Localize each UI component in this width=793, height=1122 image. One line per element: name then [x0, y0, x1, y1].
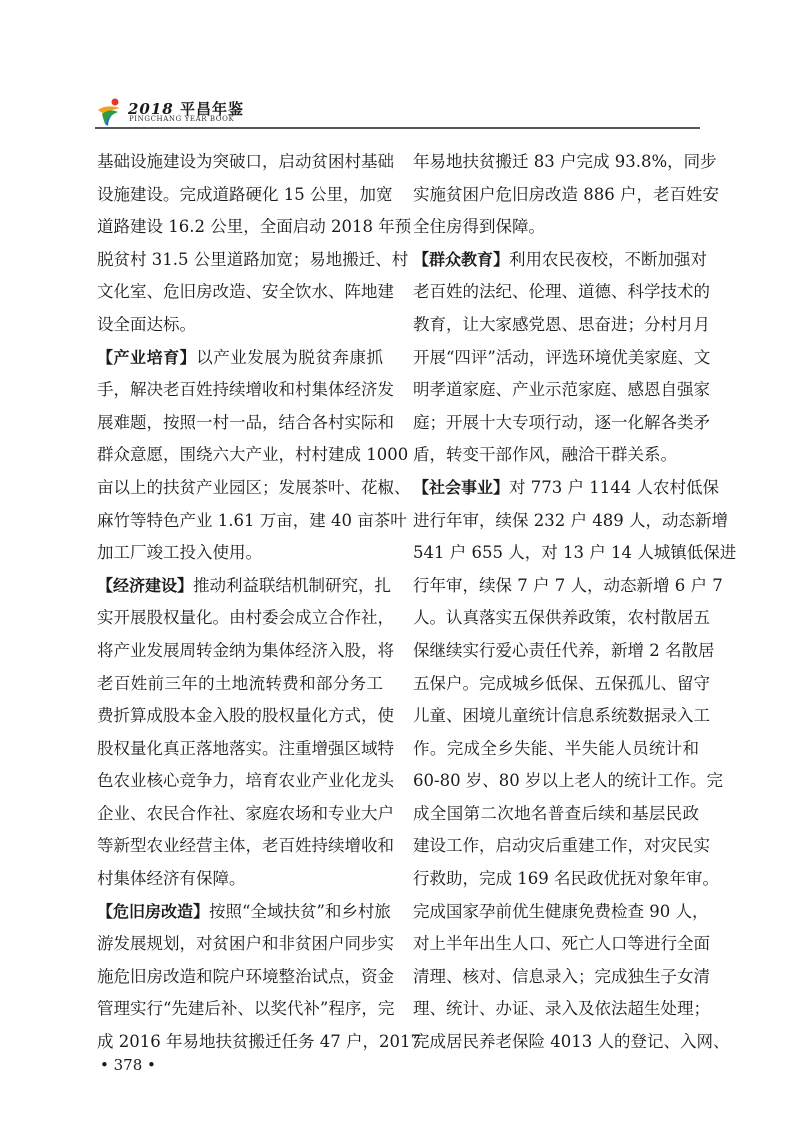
line-text: 老百姓的法纪、伦理、道德、科学技术的: [413, 282, 710, 302]
text-line: [97, 961, 394, 994]
text-line: [413, 602, 710, 635]
text-line: [413, 179, 719, 212]
text-line: [413, 863, 719, 896]
line-text: 成全国第二次地名普查后续和基层民政: [413, 803, 699, 823]
text-line: [97, 863, 383, 896]
page-number: • 378 •: [100, 1056, 156, 1074]
line-text: 儿童、困境儿童统计信息系统数据录入工: [413, 706, 710, 726]
section-heading: 【产业培育】: [97, 347, 197, 367]
text-line: [97, 472, 411, 505]
text-line: [97, 146, 394, 179]
line-text: 年易地扶贫搬迁 83 户完成 93.8%，同步: [413, 152, 717, 171]
text-line: [97, 570, 392, 603]
text-line: [97, 668, 383, 701]
line-text: 对上半年出生人口、死亡人口等进行全面: [413, 934, 710, 954]
line-text: 保继续实行爱心责任代养，新增 2 名散居: [413, 640, 715, 660]
line-text: 完成居民养老保险 4013 人的登记、入网、: [413, 1032, 730, 1052]
yearbook-subtitle: PINGCHANG YEAR BOOK: [129, 115, 235, 123]
line-text: 设施建设。完成道路硬化 15 公里，加宽: [97, 184, 393, 204]
line-text: 明孝道家庭、产业示范家庭、感恩自强家: [413, 380, 710, 400]
text-line: [413, 993, 710, 1026]
text-line: [97, 733, 394, 766]
text-line: [97, 179, 393, 212]
line-text: 文化室、危旧房改造、安全饮水、阵地建: [97, 282, 394, 302]
line-text: 管理实行“先建后补、以奖代补”程序，完: [97, 999, 395, 1019]
text-line: [97, 602, 394, 635]
text-line: [413, 309, 710, 342]
text-line: [413, 472, 719, 505]
line-text: 费折算成股本金入股的股权量化方式，使: [97, 706, 394, 726]
text-line: [413, 896, 709, 929]
text-line: [413, 1026, 730, 1059]
line-text: 亩以上的扶贫产业园区；发展茶叶、花椒、: [97, 477, 411, 497]
yearbook-logo-icon: [96, 96, 124, 126]
line-text: 道路建设 16.2 公里，全面启动 2018 年预: [97, 217, 412, 237]
text-line: [413, 505, 728, 538]
text-line: [413, 342, 711, 375]
text-line: [97, 244, 409, 277]
line-text: 游发展规划，对贫困户和非贫困户同步实: [97, 934, 394, 954]
text-line: [413, 211, 699, 244]
line-text: 群众意愿，围绕六大产业，村村建成 1000: [97, 445, 409, 465]
line-text: 手，解决老百姓持续增收和村集体经济发: [97, 380, 394, 400]
text-line: [97, 896, 391, 929]
line-text: 开展“四评”活动，评选环境优美家庭、文: [413, 347, 711, 367]
line-text: 将产业发展周转金纳为集体经济入股，将: [97, 640, 394, 660]
text-line: [97, 374, 394, 407]
line-text: 加工厂竣工投入使用。: [97, 543, 262, 563]
line-text: 541 户 655 人，对 13 户 14 人城镇低保进: [413, 543, 737, 563]
line-text: 对 773 户 1144 人农村低保: [509, 477, 719, 497]
text-line: [413, 146, 717, 179]
section-heading: 【社会事业】: [413, 477, 510, 497]
text-line: [413, 798, 699, 831]
text-line: [97, 765, 394, 798]
text-line: [413, 700, 710, 733]
line-text: 展难题，按照一村一品，结合各村实际和: [97, 412, 394, 432]
text-line: [413, 244, 708, 277]
left-column: [97, 146, 421, 1059]
text-line: [97, 407, 394, 440]
line-text: 人。认真落实五保供养政策，农村散居五: [413, 608, 710, 628]
text-line: [97, 439, 409, 472]
text-line: [97, 700, 394, 733]
text-line: [413, 830, 710, 863]
line-text: 行年审，续保 7 户 7 人，动态新增 6 户 7: [413, 575, 723, 595]
line-text: 建设工作，启动灾后重建工作，对灾民实: [413, 836, 710, 856]
line-text: 等新型农业经营主体，老百姓持续增收和: [97, 836, 394, 856]
line-text: 基础设施建设为突破口，启动贫困村基础: [97, 152, 394, 171]
text-line: [413, 570, 723, 603]
section-heading: 【危旧房改造】: [97, 901, 210, 921]
text-line: [413, 439, 699, 472]
text-line: [413, 537, 737, 570]
text-line: [413, 374, 710, 407]
line-text: 实施贫困户危旧房改造 886 户，老百姓安: [413, 184, 719, 204]
line-text: 作。完成全乡失能、半失能人员统计和: [413, 738, 699, 758]
line-text: 庭；开展十大专项行动，逐一化解各类矛: [413, 412, 710, 432]
line-text: 利用农民夜校，不断加强对: [509, 249, 708, 269]
text-line: [413, 928, 710, 961]
line-text: 村集体经济有保障。: [97, 869, 246, 889]
line-text: 设全面达标。: [97, 314, 196, 334]
line-text: 全住房得到保障。: [413, 217, 545, 237]
text-line: [97, 342, 383, 375]
line-text: 以产业发展为脱贫奔康抓: [196, 347, 383, 367]
yearbook-name: 平昌年鉴: [179, 100, 244, 118]
line-text: 脱贫村 31.5 公里道路加宽；易地搬迁、村: [97, 249, 409, 269]
line-text: 清理、核对、信息录入；完成独生子女清: [413, 966, 710, 986]
text-line: [413, 733, 699, 766]
text-line: [97, 505, 407, 538]
section-heading: 【经济建设】: [97, 575, 194, 595]
text-line: [97, 276, 394, 309]
line-text: 进行年审，续保 232 户 489 人，动态新增: [413, 510, 728, 530]
line-text: 教育，让大家感党恩、思奋进；分村月月: [413, 314, 710, 334]
line-text: 股权量化真正落地落实。注重增强区域特: [97, 738, 394, 758]
text-line: [413, 961, 710, 994]
yearbook-year: 2018: [128, 100, 174, 118]
line-text: 60-80 岁、80 岁以上老人的统计工作。完: [413, 771, 724, 791]
text-line: [97, 537, 383, 570]
line-text: 麻竹等特色产业 1.61 万亩，建 40 亩茶叶: [97, 510, 407, 530]
text-line: [413, 276, 710, 309]
text-line: [97, 993, 395, 1026]
line-text: 老百姓前三年的土地流转费和部分务工: [97, 673, 383, 693]
line-text: 企业、农民合作社、家庭农场和专业大户: [97, 803, 394, 823]
line-text: 实开展股权量化。由村委会成立合作社，: [97, 608, 394, 628]
text-line: [413, 765, 724, 798]
line-text: 成 2016 年易地扶贫搬迁任务 47 户，2017: [97, 1032, 421, 1052]
line-text: 完成国家孕前优生健康免费检查 90 人，: [413, 901, 709, 921]
line-text: 五保户。完成城乡低保、五保孤儿、留守: [413, 673, 710, 693]
text-line: [97, 798, 394, 831]
right-column: [413, 146, 737, 1059]
text-line: [97, 928, 394, 961]
text-line: [413, 635, 715, 668]
text-line: [97, 309, 383, 342]
text-line: [97, 635, 394, 668]
text-line: [97, 211, 412, 244]
section-heading: 【群众教育】: [413, 249, 510, 269]
line-text: 推动利益联结机制研究，扎: [193, 575, 392, 595]
line-text: 按照“全域扶贫”和乡村旅: [209, 901, 391, 921]
line-text: 施危旧房改造和院户环境整治试点，资金: [97, 966, 394, 986]
line-text: 理、统计、办证、录入及依法超生处理；: [413, 999, 710, 1019]
text-line: [97, 1026, 421, 1059]
text-line: [97, 830, 394, 863]
line-text: 行救助，完成 169 名民政优抚对象年审。: [413, 869, 719, 889]
header-rule: [95, 127, 700, 129]
text-line: [413, 668, 710, 701]
line-text: 色农业核心竞争力，培育农业产业化龙头: [97, 771, 394, 791]
line-text: 盾，转变干部作风，融洽干群关系。: [413, 445, 677, 465]
text-line: [413, 407, 710, 440]
